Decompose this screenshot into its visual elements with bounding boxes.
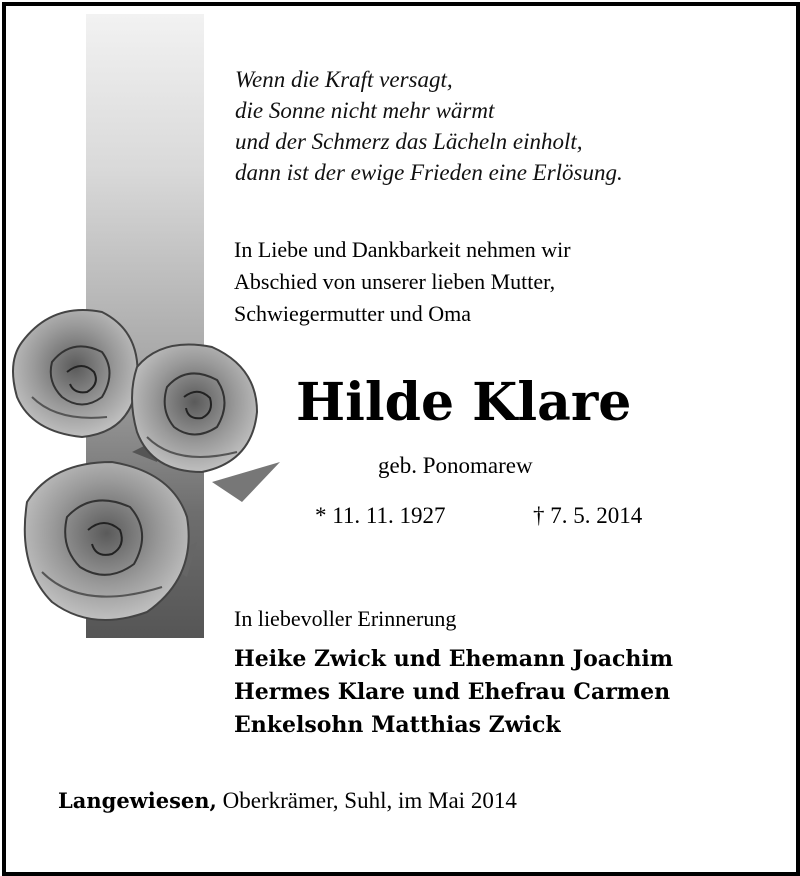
intro-line: Schwiegermutter und Oma (234, 301, 472, 326)
memory-line: In liebevoller Erinnerung (234, 606, 457, 631)
family-block (234, 643, 774, 742)
birth-date: * 11. 11. 1927 (315, 503, 446, 528)
family-line: Heike Zwick und Ehemann Joachim (234, 646, 674, 672)
poem-line: und der Schmerz das Lächeln einholt, (235, 129, 583, 154)
intro-block (234, 234, 754, 330)
roses-icon (12, 302, 282, 632)
place-main: Langewiesen, (58, 788, 217, 813)
intro-line: In Liebe und Dankbarkeit nehmen wir (234, 237, 571, 262)
death-date: † 7. 5. 2014 (533, 503, 643, 528)
obituary-frame (2, 2, 800, 876)
poem-line: die Sonne nicht mehr wärmt (235, 98, 495, 123)
intro-line: Abschied von unserer lieben Mutter, (234, 269, 556, 294)
poem-line: Wenn die Kraft versagt, (235, 67, 453, 92)
maiden-name: geb. Ponomarew (378, 453, 533, 478)
deceased-name: Hilde Klare (296, 372, 632, 433)
place-date-line (58, 786, 517, 816)
poem-line: dann ist der ewige Frieden eine Erlösung. (235, 160, 623, 185)
family-line: Hermes Klare und Ehefrau Carmen (234, 679, 671, 705)
place-rest: Oberkrämer, Suhl, im Mai 2014 (222, 788, 517, 813)
poem-block (235, 64, 755, 188)
family-line: Enkelsohn Matthias Zwick (234, 712, 561, 738)
